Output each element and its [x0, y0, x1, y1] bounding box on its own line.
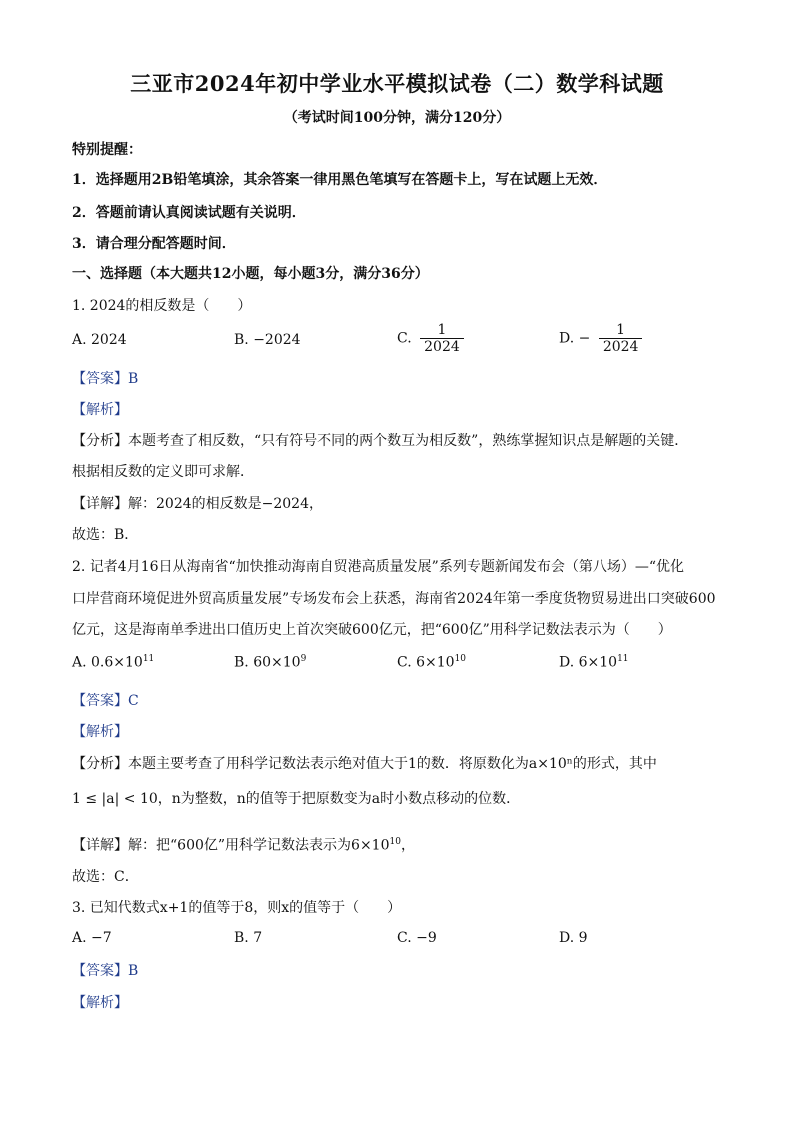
q2-option-a: [72, 654, 154, 671]
q1-choose: 故选：B．: [72, 527, 139, 543]
q2-analysis-label: 【解析】: [72, 724, 128, 740]
q1-analysis-label: 【解析】: [72, 402, 128, 418]
section-heading: 一、选择题（本大题共12小题，每小题3分，满分36分）: [72, 266, 429, 282]
q1-option-c-label: C.: [397, 330, 412, 347]
q3-option-d: D. 9: [559, 930, 588, 946]
exponent: 9: [300, 654, 307, 664]
q2-option-d: [559, 654, 629, 671]
q2-option-d-text: D. 6×10: [559, 654, 618, 671]
q2-answer: 【答案】C: [72, 693, 139, 709]
q1-option-d: [559, 322, 642, 355]
q1-option-d-label: D. −: [559, 330, 591, 347]
fraction-denominator: 2024: [599, 338, 643, 355]
q3-answer: 【答案】B: [72, 963, 139, 979]
question-1-options: [72, 322, 732, 356]
q1-detail: 【详解】解：2024的相反数是−2024，: [72, 496, 323, 512]
notice-item-1: 1．选择题用2B铅笔填涂，其余答案一律用黑色笔填写在答题卡上，写在试题上无效．: [72, 172, 608, 188]
q2-option-c: [397, 654, 466, 671]
q2-detail: [72, 832, 732, 856]
notice-heading: 特别提醒：: [72, 142, 142, 158]
question-2-stem-line-2: 口岸营商环境促进外贸高质量发展”专场发布会上获悉，海南省2024年第一季度货物贸易进出口突破600: [72, 591, 716, 607]
exponent: 10: [389, 837, 401, 847]
exponent: 11: [617, 654, 629, 664]
question-3-stem: 3. 已知代数式x+1的值等于8，则x的值等于（ ）: [72, 900, 402, 916]
exponent: 10: [454, 654, 467, 664]
question-1-stem: 1. 2024的相反数是（ ）: [72, 298, 252, 314]
q1-option-c-fraction: [420, 322, 464, 355]
q1-option-b: B. −2024: [234, 332, 301, 348]
q1-option-c: [397, 322, 464, 355]
q1-option-a: A. 2024: [72, 332, 127, 348]
q2-option-b: [234, 654, 306, 671]
q1-analysis-line-1: 【分析】本题考查了相反数，“只有符号不同的两个数互为相反数”，熟练掌握知识点是解题的关键．: [72, 433, 689, 449]
exponent: 11: [142, 654, 155, 664]
question-2-stem-line-1: 2. 记者4月16日从海南省“加快推动海南自贸港高质量发展”系列专题新闻发布会（第八场）—“优化: [72, 559, 684, 575]
q2-detail-text: 【详解】解：把“600亿”用科学记数法表示为6×10: [72, 837, 390, 854]
q2-option-b-text: B. 60×10: [234, 654, 301, 671]
fraction-numerator: 1: [616, 322, 626, 338]
question-3-options: [72, 930, 732, 960]
fraction-denominator: 2024: [420, 338, 464, 355]
q3-option-b: B. 7: [234, 930, 263, 946]
q3-analysis-label: 【解析】: [72, 995, 128, 1011]
q3-option-c: C. −9: [397, 930, 437, 946]
question-2-options: [72, 654, 732, 684]
q2-option-c-text: C. 6×10: [397, 654, 455, 671]
exam-title: 三亚市2024年初中学业水平模拟试卷（二）数学科试题: [130, 71, 664, 96]
fraction-numerator: 1: [437, 322, 447, 338]
q2-option-a-text: A. 0.6×10: [72, 654, 143, 671]
notice-item-2: 2．答题前请认真阅读试题有关说明．: [72, 205, 306, 221]
q3-option-a: A. −7: [72, 930, 112, 946]
question-2-stem-line-3: 亿元，这是海南单季进出口值历史上首次突破600亿元，把“600亿”用科学记数法表示为（ ）: [72, 622, 672, 638]
q2-detail-tail: ，: [400, 837, 415, 854]
q1-analysis-line-2: 根据相反数的定义即可求解．: [72, 464, 254, 480]
q2-analysis-line-2: 1 ≤ |a| < 10，n为整数，n的值等于把原数变为a时小数点移动的位数．: [72, 791, 521, 807]
q1-option-d-fraction: [599, 322, 643, 355]
q2-choose: 故选：C．: [72, 869, 139, 885]
notice-item-3: 3．请合理分配答题时间．: [72, 236, 236, 252]
q2-analysis-line-1: 【分析】本题主要考查了用科学记数法表示绝对值大于1的数．将原数化为a×10ⁿ的形式，其中: [72, 756, 657, 772]
exam-subtitle: （考试时间100分钟，满分120分）: [283, 110, 511, 126]
q1-answer: 【答案】B: [72, 371, 139, 387]
